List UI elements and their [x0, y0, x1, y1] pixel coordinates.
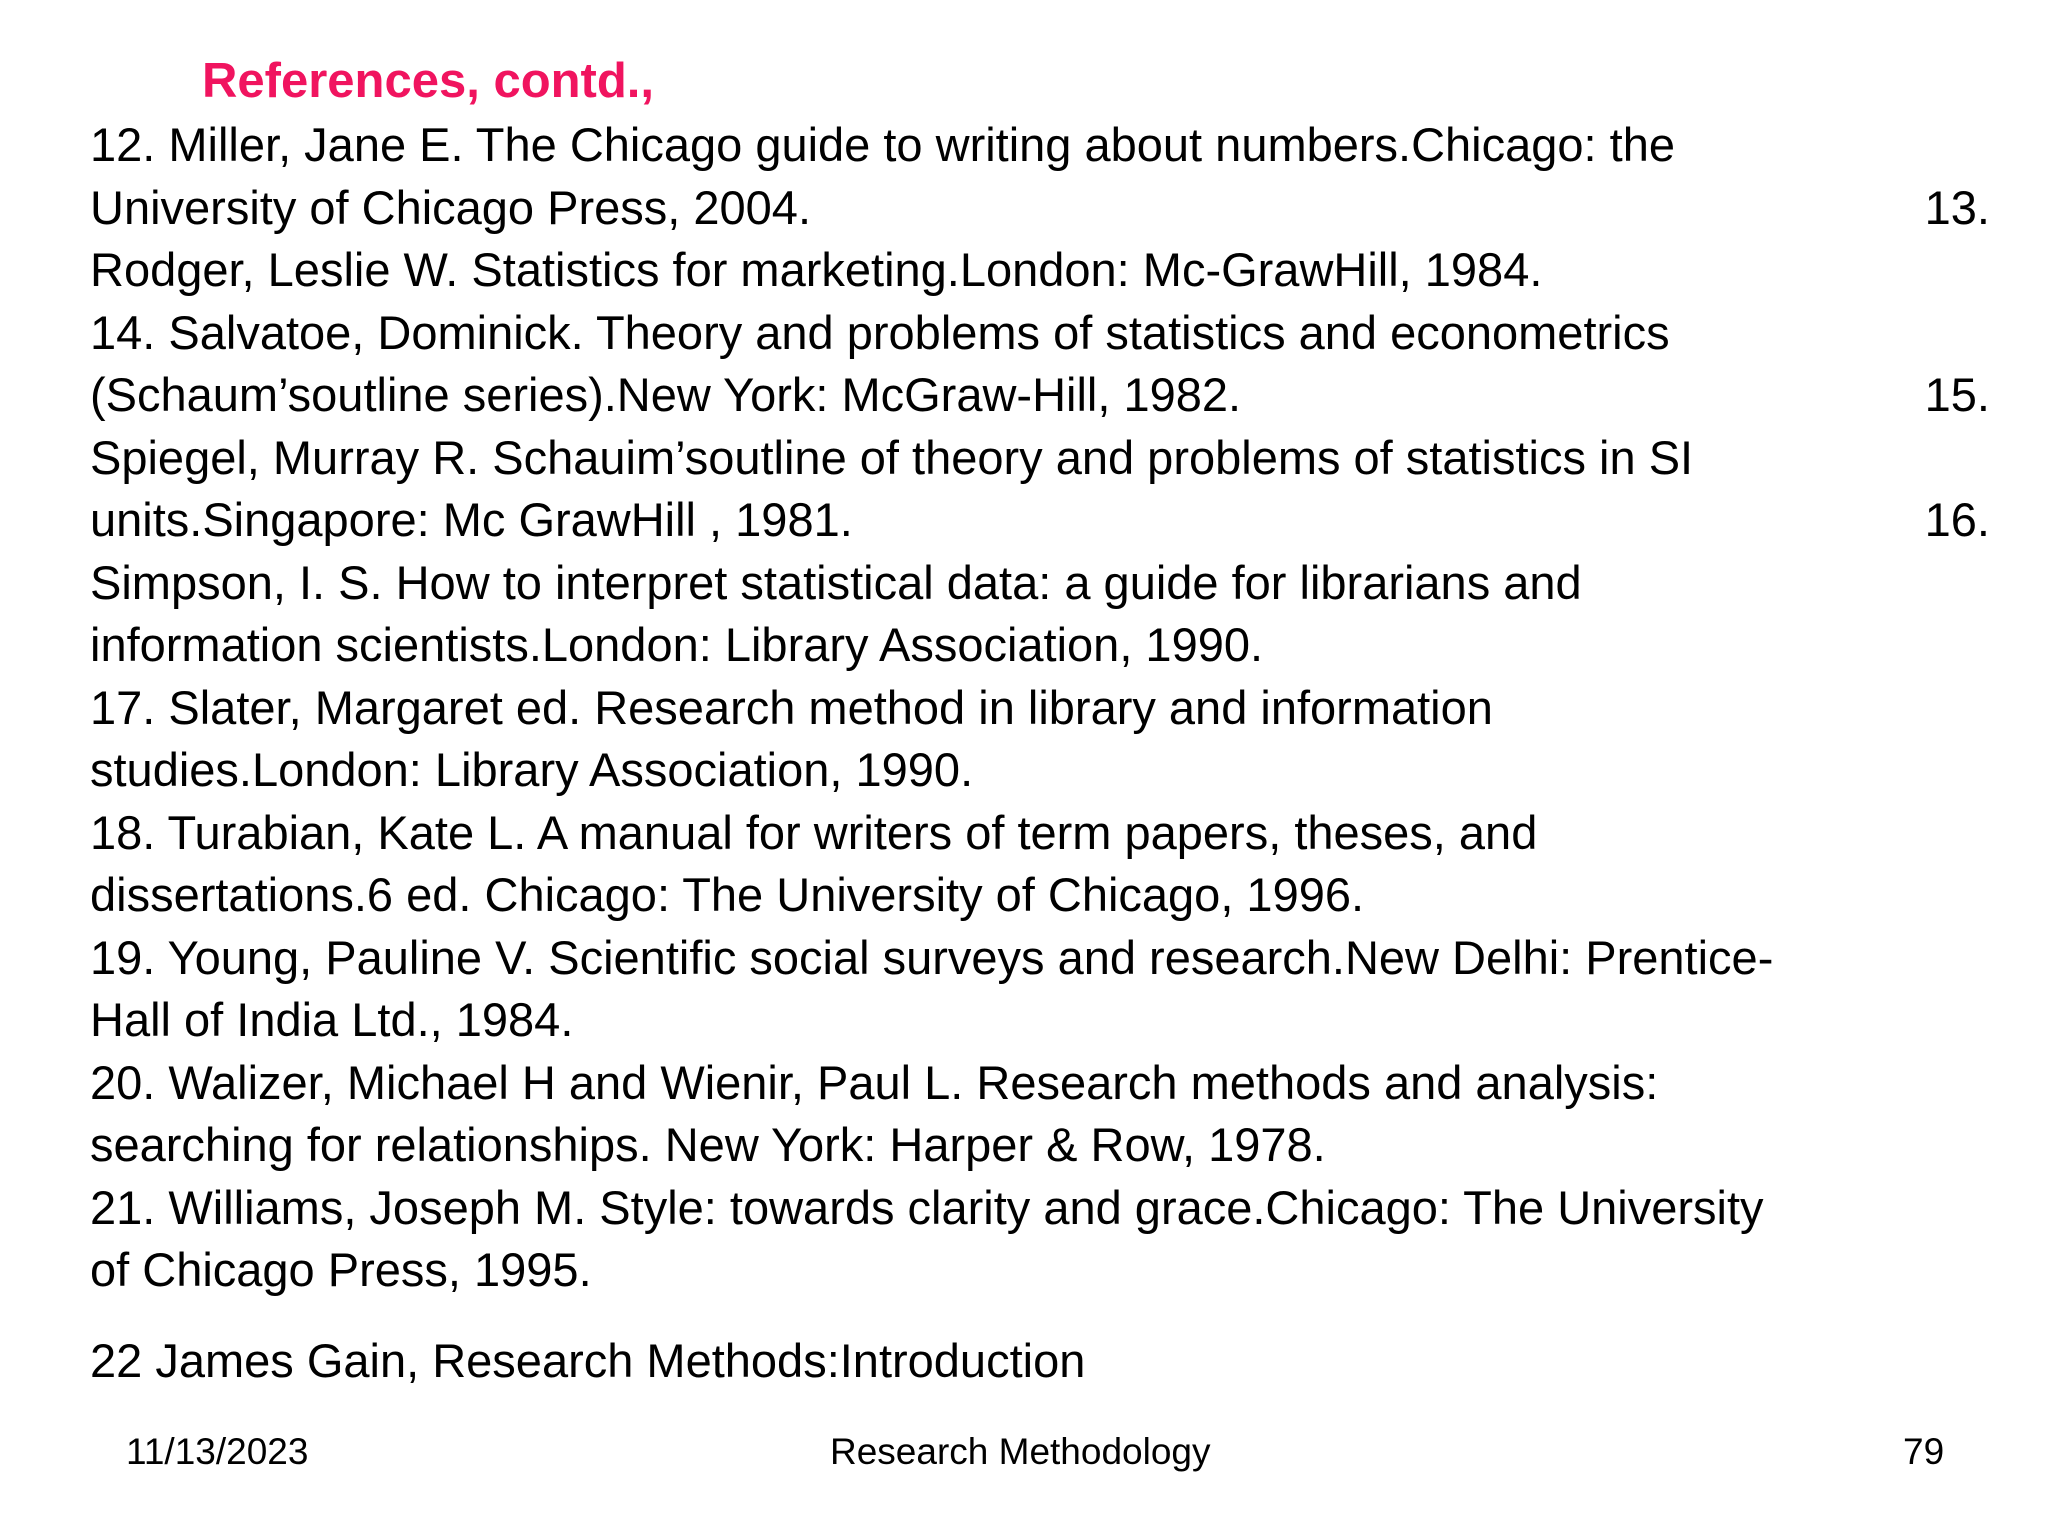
reference-text: searching for relationships. New York: Harper & Row, 1978.: [90, 1118, 1326, 1171]
reference-line: [90, 1177, 1990, 1240]
reference-line: [90, 677, 1990, 740]
reference-line: [90, 302, 1990, 365]
reference-line: [90, 239, 1990, 302]
reference-text: Rodger, Leslie W. Statistics for marketing.London: Mc-GrawHill, 1984.: [90, 243, 1543, 296]
reference-line: [90, 1052, 1990, 1115]
reference-text: 18. Turabian, Kate L. A manual for writers of term papers, theses, and: [90, 805, 1538, 859]
reference-number: 13.: [1924, 180, 1990, 234]
reference-text: of Chicago Press, 1995.: [90, 1243, 592, 1296]
reference-list: [90, 114, 1990, 1302]
reference-text: studies.London: Library Association, 1990.: [90, 743, 974, 796]
reference-line: [90, 489, 1990, 552]
reference-text: information scientists.London: Library Association, 1990.: [90, 618, 1264, 671]
reference-line: [90, 552, 1990, 615]
reference-line: [90, 927, 1990, 990]
reference-line: [90, 114, 1990, 177]
reference-line: [90, 864, 1990, 927]
reference-line: [90, 427, 1990, 490]
reference-line: [90, 177, 1990, 240]
reference-text: 17. Slater, Margaret ed. Research method in library and information: [90, 680, 1493, 734]
reference-number: 16.: [1924, 493, 1990, 546]
reference-text: 12. Miller, Jane E. The Chicago guide to writing about numbers.Chicago: the: [90, 118, 1675, 171]
reference-line: [90, 1239, 1990, 1302]
slide-title: References, contd.,: [202, 54, 655, 108]
reference-text: dissertations.6 ed. Chicago: The University of Chicago, 1996.: [90, 868, 1365, 921]
reference-number: 15.: [1924, 368, 1990, 421]
reference-line: [90, 802, 1990, 865]
reference-line: [90, 364, 1990, 427]
footer-title: Research Methodology: [830, 1431, 1211, 1472]
reference-text: Hall of India Ltd., 1984.: [90, 993, 574, 1046]
reference-text: 20. Walizer, Michael H and Wienir, Paul L. Research methods and analysis:: [90, 1055, 1659, 1109]
reference-line: [90, 989, 1990, 1052]
reference-line: [90, 739, 1990, 802]
page-number: 79: [1903, 1431, 1945, 1472]
reference-text: Simpson, I. S. How to interpret statistical data: a guide for librarians and: [90, 555, 1582, 609]
reference-text: units.Singapore: Mc GrawHill , 1981.: [90, 493, 853, 546]
reference-22: 22 James Gain, Research Methods:Introduction: [90, 1334, 1086, 1387]
reference-line: [90, 1114, 1990, 1177]
reference-text: (Schaum’soutline series).New York: McGraw-Hill, 1982.: [90, 368, 1242, 421]
reference-text: 14. Salvatoe, Dominick. Theory and problems of statistics and econometrics: [90, 305, 1670, 359]
reference-text: University of Chicago Press, 2004.: [90, 180, 811, 234]
reference-text: Spiegel, Murray R. Schauim’soutline of theory and problems of statistics in SI: [90, 430, 1694, 484]
footer-date: 11/13/2023: [126, 1431, 309, 1472]
reference-text: 19. Young, Pauline V. Scientific social surveys and research.New Delhi: Prentice-: [90, 930, 1774, 984]
reference-text: 21. Williams, Joseph M. Style: towards clarity and grace.Chicago: The University: [90, 1180, 1764, 1234]
reference-line: [90, 614, 1990, 677]
